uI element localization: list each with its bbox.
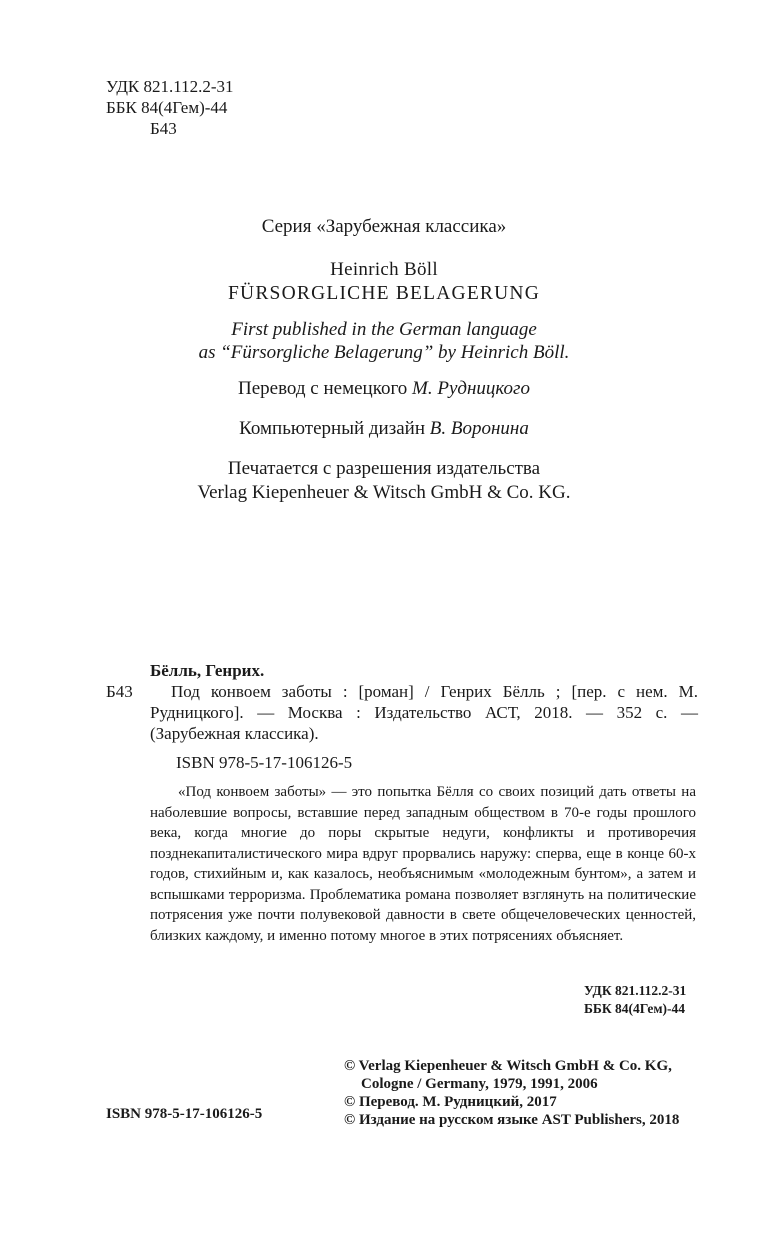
first-published-line: as “Fürsorgliche Belagerung” by Heinrich Böll. <box>198 342 570 363</box>
catalog-description: Под конвоем заботы : [роман] / Генрих Бёлль ; [пер. с нем. М. Рудницкого]. — Москва : Издательство АСТ, 2018. — 352 с. — (Зарубежная классика). <box>150 682 698 743</box>
copyright-line: Cologne / Germany, 1979, 1991, 2006 <box>361 1076 598 1092</box>
classification-codes-bottom <box>584 982 686 1018</box>
translation-credit <box>0 378 768 400</box>
book-abstract: «Под конвоем заботы» — это попытка Бёлля со своих позиций дать ответы на наболевшие вопросы, вставшие перед западным обществом в 70-е годы прошлого века, когда многие до поры скрытые недуги, конфликты и противоречия позднекапиталистического мира вдруг прорвались наружу: сперва, еще в конце 60-х годов, стихийным и, как казалось, необъяснимым «молодежным бунтом», а затем и вспышками терроризма. Проблематика романа позволяет взглянуть на политические потрясения уже почти полувековой давности в свете общечеловеческих ценностей, близких каждому, и именно потому многое в этих потрясениях объясняет. <box>150 784 696 944</box>
copyright-notices <box>344 1057 679 1129</box>
design-credit <box>0 418 768 440</box>
permission-note <box>0 457 768 505</box>
original-author: Heinrich Böll <box>330 259 438 280</box>
permission-line: Печатается с разрешения издательства <box>227 458 541 479</box>
translator-name: М. Рудницкого <box>412 378 530 399</box>
translation-label: Перевод с немецкого <box>238 378 413 399</box>
author-mark: Б43 <box>150 119 177 138</box>
bbk-code: ББК 84(4Гем)-44 <box>584 1001 685 1016</box>
original-title: FÜRSORGLICHE BELAGERUNG <box>228 283 540 304</box>
first-published-note <box>0 318 768 364</box>
bbk-code: ББК 84(4Гем)-44 <box>106 98 228 117</box>
permission-line: Verlag Kiepenheuer & Witsch GmbH & Co. KG. <box>197 482 571 503</box>
classification-codes-top <box>106 76 234 139</box>
isbn-bottom: ISBN 978-5-17-106126-5 <box>106 1106 263 1122</box>
copyright-line: © Перевод. М. Рудницкий, 2017 <box>344 1094 557 1110</box>
first-published-line: First published in the German language <box>231 319 537 340</box>
udk-code: УДК 821.112.2-31 <box>584 983 687 998</box>
catalog-isbn: ISBN 978-5-17-106126-5 <box>176 753 353 772</box>
catalog-author: Бёлль, Генрих. <box>150 661 265 680</box>
catalog-record <box>106 660 698 773</box>
copyright-line: © Издание на русском языке AST Publishers, 2018 <box>344 1112 680 1128</box>
catalog-code: Б43 <box>106 682 133 701</box>
udk-code: УДК 821.112.2-31 <box>106 77 234 96</box>
catalog-entry <box>106 681 698 744</box>
series-name: Серия «Зарубежная классика» <box>261 216 507 237</box>
design-label: Компьютерный дизайн <box>239 418 430 439</box>
designer-name: В. Воронина <box>429 418 529 439</box>
copyright-line: © Verlag Kiepenheuer & Witsch GmbH & Co. KG, <box>344 1058 672 1074</box>
